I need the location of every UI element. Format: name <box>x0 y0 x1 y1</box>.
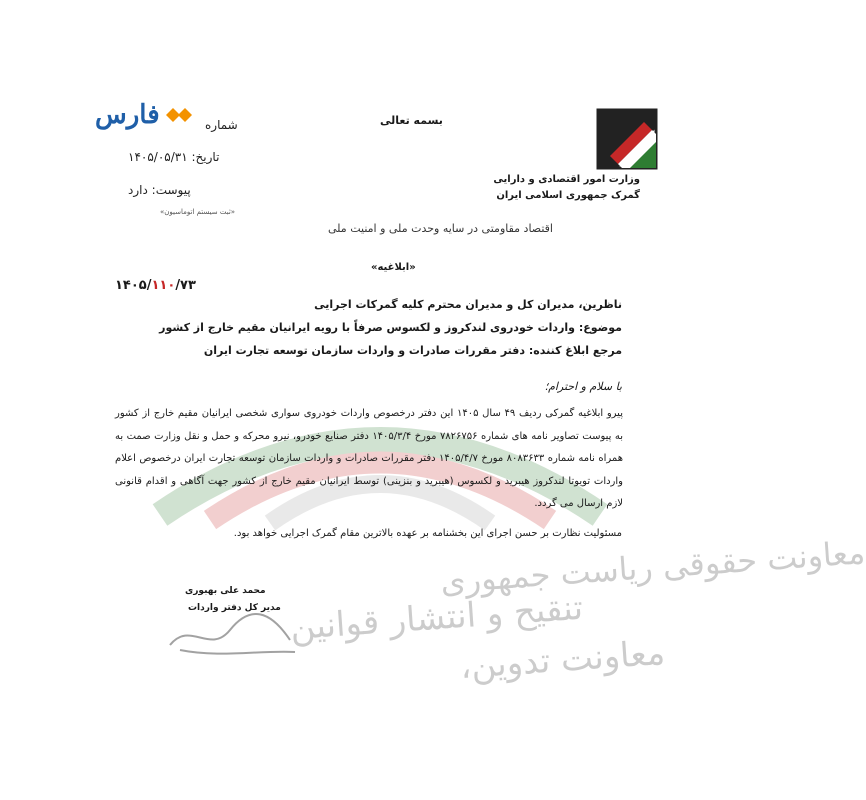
subject: موضوع: واردات خودروی لندکروز و لکسوس صرفاً با رویه ایرانیان مقیم خارج از کشور <box>159 321 622 334</box>
signatory-title: مدیر کل دفتر واردات <box>188 603 281 613</box>
signatory-name: محمد علی بهبوری <box>185 586 266 596</box>
ministry-block <box>440 172 640 204</box>
reference: مرجع ابلاغ کننده: دفتر مقررات صادرات و واردات سازمان توسعه تجارت ایران <box>203 344 622 357</box>
fars-diamond-icon <box>166 105 194 125</box>
letter-number-part1: ۱۴۰۵/ <box>115 278 152 293</box>
ministry-line-2: گمرک جمهوری اسلامی ایران <box>496 190 640 201</box>
ministry-line-1: وزارت امور اقتصادی و دارایی <box>493 174 640 185</box>
attachment-value: دارد <box>128 183 148 197</box>
fars-logo-text: فارس <box>95 100 160 130</box>
watermark-line-3: معاونت تدوین، <box>458 632 667 688</box>
closing-paragraph: مسئولیت نظارت بر حسن اجرای این بخشنامه بر عهده بالاترین مقام گمرک اجرایی خواهد بود. <box>233 528 622 539</box>
announcement-heading: «ابلاغیه» <box>371 262 416 273</box>
signature-scribble-icon <box>160 600 300 660</box>
attachment-row <box>128 183 191 197</box>
slogan: اقتصاد مقاومتی در سایه وحدت ملی و امنیت ملی <box>328 222 553 235</box>
date-row <box>128 150 219 164</box>
letter-number <box>115 278 196 293</box>
salutation: با سلام و احترام؛ <box>544 380 622 393</box>
customs-logo-icon <box>596 108 658 170</box>
date-value: ۱۴۰۵/۰۵/۳۱ <box>128 150 188 164</box>
attachment-label: پیوست: <box>151 183 191 197</box>
addressee: ناظرین، مدیران کل و مدیران محترم کلیه گمرکات اجرایی <box>314 298 622 311</box>
watermark-line-1: معاونت حقوقی ریاست جمهوری <box>439 533 866 601</box>
letter-number-part2: ۱۱۰ <box>151 278 176 293</box>
body-paragraph: پیرو ابلاغیه گمرکی ردیف ۴۹ سال ۱۴۰۵ این دفتر درخصوص واردات خودروی سواری شخصی ایرانیان مقیم خارج از کشور به پیوست تصاویر نامه های شماره ۷۸۲۶۷۵۶ مورخ ۱۴۰۵/۳/۴ دفتر صنایع خودرو، نیرو محرکه و حمل و نقل وزارت صمت به همراه نامه شماره ۸۰۸۳۶۳۳ مورخ ۱۴۰۵/۴/۷ دفتر مقررات صادرات و واردات سازمان توسعه تجارت ایران درخصوص اعلام واردات تویوتا لندکروز هیبرید و لکسوس (هیبرید و بنزینی) توسط ایرانیان مقیم خارج از کشور جهت آگاهی و اقدام قانونی لازم ارسال می گردد. <box>115 408 623 509</box>
number-label: شماره <box>205 118 238 132</box>
date-label: تاریخ: <box>191 150 220 164</box>
letter-number-part3: /۷۳ <box>175 278 196 293</box>
watermark-line-2: تنقیح و انتشار قوانین <box>288 587 585 649</box>
besmeh-heading: بسمه تعالی <box>380 114 443 127</box>
fars-logo <box>95 100 194 130</box>
system-note: «ثبت سیستم اتوماسیون» <box>160 208 236 216</box>
